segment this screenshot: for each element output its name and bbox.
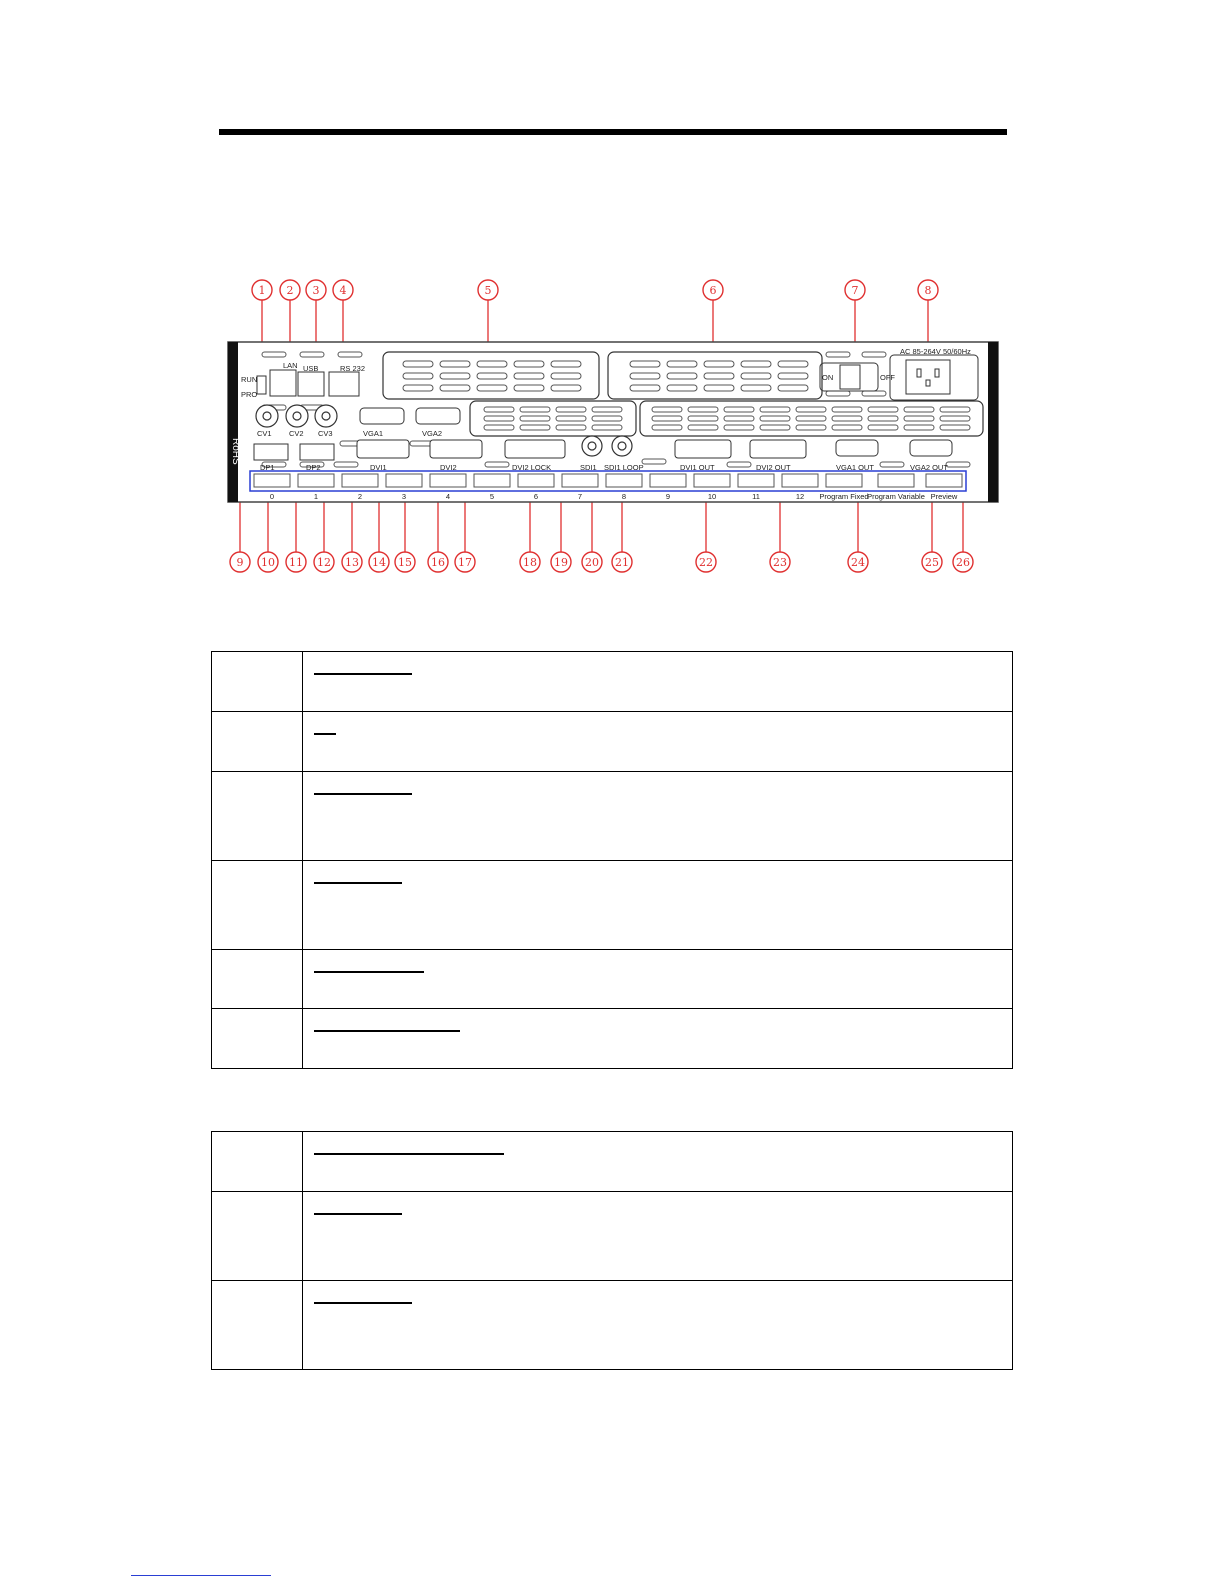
rs232-label: RS 232 [340, 364, 366, 373]
bus-program-fixed: Program Fixed [819, 492, 869, 501]
callout-24: 24 [851, 556, 865, 569]
callout-26: 26 [956, 556, 970, 569]
dp2-label: DP2 [306, 463, 321, 472]
bus-4: 4 [445, 492, 451, 501]
spec-table-1 [211, 651, 1013, 1069]
spec-table-2 [211, 1131, 1013, 1370]
bus-program-variable: Program Variable [867, 492, 925, 501]
callout-18: 18 [523, 556, 537, 569]
callout-5: 5 [484, 284, 492, 297]
dvi2-label: DVI2 [440, 463, 457, 472]
ac-label: AC 85-264V 50/60Hz [900, 347, 971, 356]
callout-17: 17 [458, 556, 472, 569]
redacted-heading [314, 673, 412, 675]
dvi2-out-label: DVI2 OUT [756, 463, 791, 472]
dvi1-label: DVI1 [370, 463, 387, 472]
vga1-label: VGA1 [363, 429, 384, 438]
footer-link-underline[interactable] [131, 1575, 271, 1576]
redacted-heading [314, 882, 402, 884]
callout-11: 11 [289, 556, 303, 569]
cv1-label: CV1 [257, 429, 272, 438]
rohs-label: RoHS [230, 438, 241, 465]
callout-8: 8 [924, 284, 932, 297]
bus-0: 0 [269, 492, 275, 501]
off-label: OFF [880, 373, 895, 382]
table-row [212, 712, 1013, 772]
dp1-label: DP1 [260, 463, 275, 472]
usb-label: USB [303, 364, 319, 373]
callout-23: 23 [773, 556, 787, 569]
callout-14: 14 [372, 556, 386, 569]
table-row [212, 1192, 1013, 1281]
vga2-label: VGA2 [422, 429, 443, 438]
callout-6: 6 [709, 284, 717, 297]
callout-21: 21 [615, 556, 629, 569]
left-ear [228, 342, 238, 502]
callout-10: 10 [261, 556, 275, 569]
callout-2: 2 [286, 284, 294, 297]
vga1-out-label: VGA1 OUT [836, 463, 874, 472]
callout-15: 15 [398, 556, 412, 569]
bus-1: 1 [313, 492, 319, 501]
redacted-heading [314, 1302, 412, 1304]
table-row [212, 1009, 1013, 1069]
redacted-heading [314, 733, 336, 735]
dvi1-out-label: DVI1 OUT [680, 463, 715, 472]
callout-13: 13 [345, 556, 359, 569]
callout-25: 25 [925, 556, 939, 569]
redacted-heading [314, 1153, 504, 1155]
callout-20: 20 [585, 556, 599, 569]
bus-11: 11 [752, 492, 760, 501]
pro-label: PRO [241, 390, 258, 399]
bus-9: 9 [665, 492, 671, 501]
bus-7: 7 [577, 492, 583, 501]
on-label: ON [822, 373, 834, 382]
redacted-heading [314, 1030, 460, 1032]
table-row [212, 950, 1013, 1009]
dvi-loop-label: DVI2 LOCK [512, 463, 552, 472]
sdi1-label: SDI1 [580, 463, 597, 472]
bus-2: 2 [357, 492, 363, 501]
callout-3: 3 [312, 284, 320, 297]
table-row [212, 861, 1013, 950]
redacted-heading [314, 793, 412, 795]
callout-16: 16 [431, 556, 445, 569]
callout-19: 19 [554, 556, 568, 569]
bus-3: 3 [401, 492, 407, 501]
callout-22: 22 [699, 556, 713, 569]
bus-5: 5 [489, 492, 495, 501]
callout-7: 7 [851, 284, 859, 297]
table-row [212, 1281, 1013, 1370]
bus-10: 10 [707, 492, 717, 501]
table-row [212, 1132, 1013, 1192]
run-label: RUN [241, 375, 258, 384]
bus-12: 12 [795, 492, 805, 501]
redacted-heading [314, 1213, 402, 1215]
bus-8: 8 [621, 492, 627, 501]
table-row [212, 772, 1013, 861]
right-ear [988, 342, 998, 502]
cv3-label: CV3 [318, 429, 333, 438]
table-row [212, 652, 1013, 712]
rear-panel-figure [0, 0, 1225, 620]
sdi1-loop-label: SDI1 LOOP [604, 463, 644, 472]
redacted-heading [314, 971, 424, 973]
callout-12: 12 [317, 556, 331, 569]
lan-label: LAN [283, 361, 298, 370]
callout-9: 9 [236, 556, 244, 569]
callout-4: 4 [339, 284, 347, 297]
bus-preview: Preview [930, 492, 958, 501]
bus-6: 6 [533, 492, 539, 501]
vga2-out-label: VGA2 OUT [910, 463, 948, 472]
cv2-label: CV2 [289, 429, 304, 438]
callout-1: 1 [258, 284, 266, 297]
